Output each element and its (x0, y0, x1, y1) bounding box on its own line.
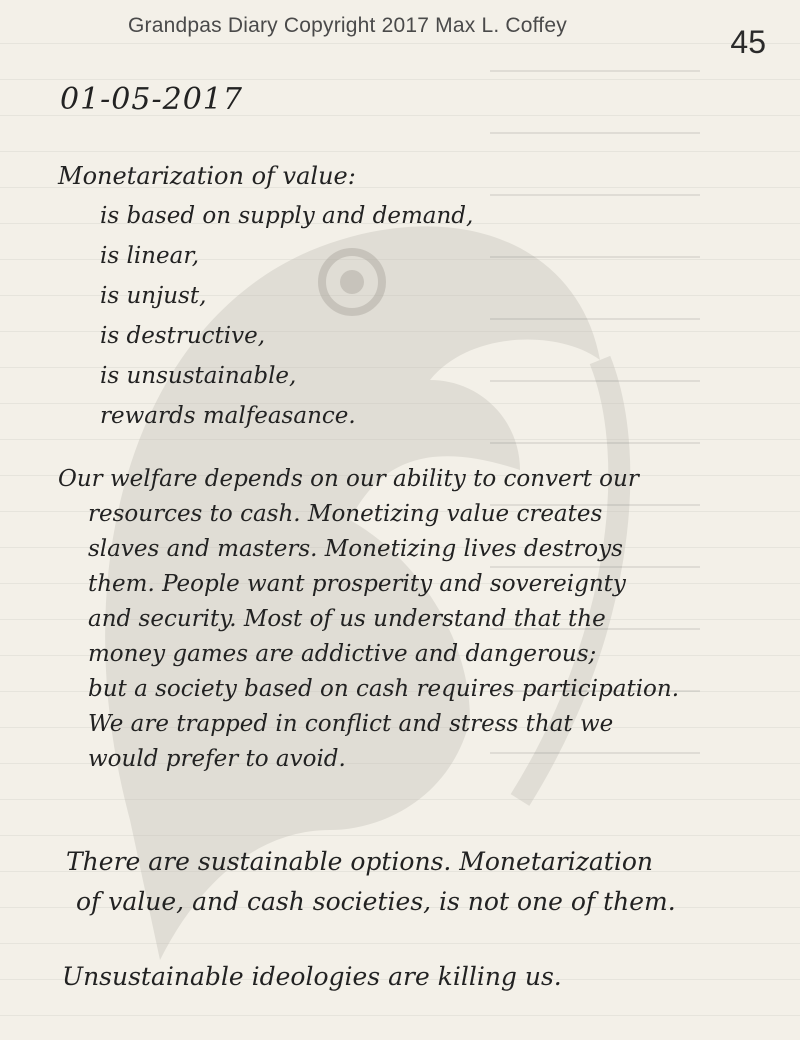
paragraph-line: There are sustainable options. Monetarization (66, 847, 653, 876)
list-item: is unsustainable, (100, 363, 297, 389)
paragraph-conclusion: Unsustainable ideologies are killing us. (62, 962, 562, 991)
paragraph-line: Our welfare depends on our ability to convert our (58, 466, 639, 492)
page-number: 45 (730, 24, 766, 60)
value-list (100, 196, 473, 436)
paragraph-line: them. People want prosperity and sovereignty (88, 571, 626, 597)
entry-heading: Monetarization of value: (58, 162, 356, 190)
paragraph-line: We are trapped in conflict and stress that we (88, 711, 614, 737)
list-item: is linear, (100, 243, 200, 269)
list-item: is destructive, (100, 323, 266, 349)
paragraph-options (66, 842, 676, 922)
paragraph-line: and security. Most of us understand that the (88, 606, 606, 632)
paragraph-line: would prefer to avoid. (88, 746, 346, 772)
entry-date: 01-05-2017 (60, 82, 243, 117)
paragraph-line: slaves and masters. Monetizing lives destroys (88, 536, 623, 562)
paragraph-line: but a society based on cash requires participation. (88, 676, 680, 702)
list-item: is based on supply and demand, (100, 203, 474, 229)
paragraph-line: money games are addictive and dangerous; (88, 641, 597, 667)
paragraph-line: resources to cash. Monetizing value creates (88, 501, 603, 527)
list-item: is unjust, (100, 283, 207, 309)
paragraph-welfare (58, 462, 679, 777)
list-item: rewards malfeasance. (100, 403, 356, 429)
paragraph-line: of value, and cash societies, is not one of them. (76, 887, 676, 916)
page-header: Grandpas Diary Copyright 2017 Max L. Coffey (128, 14, 567, 37)
